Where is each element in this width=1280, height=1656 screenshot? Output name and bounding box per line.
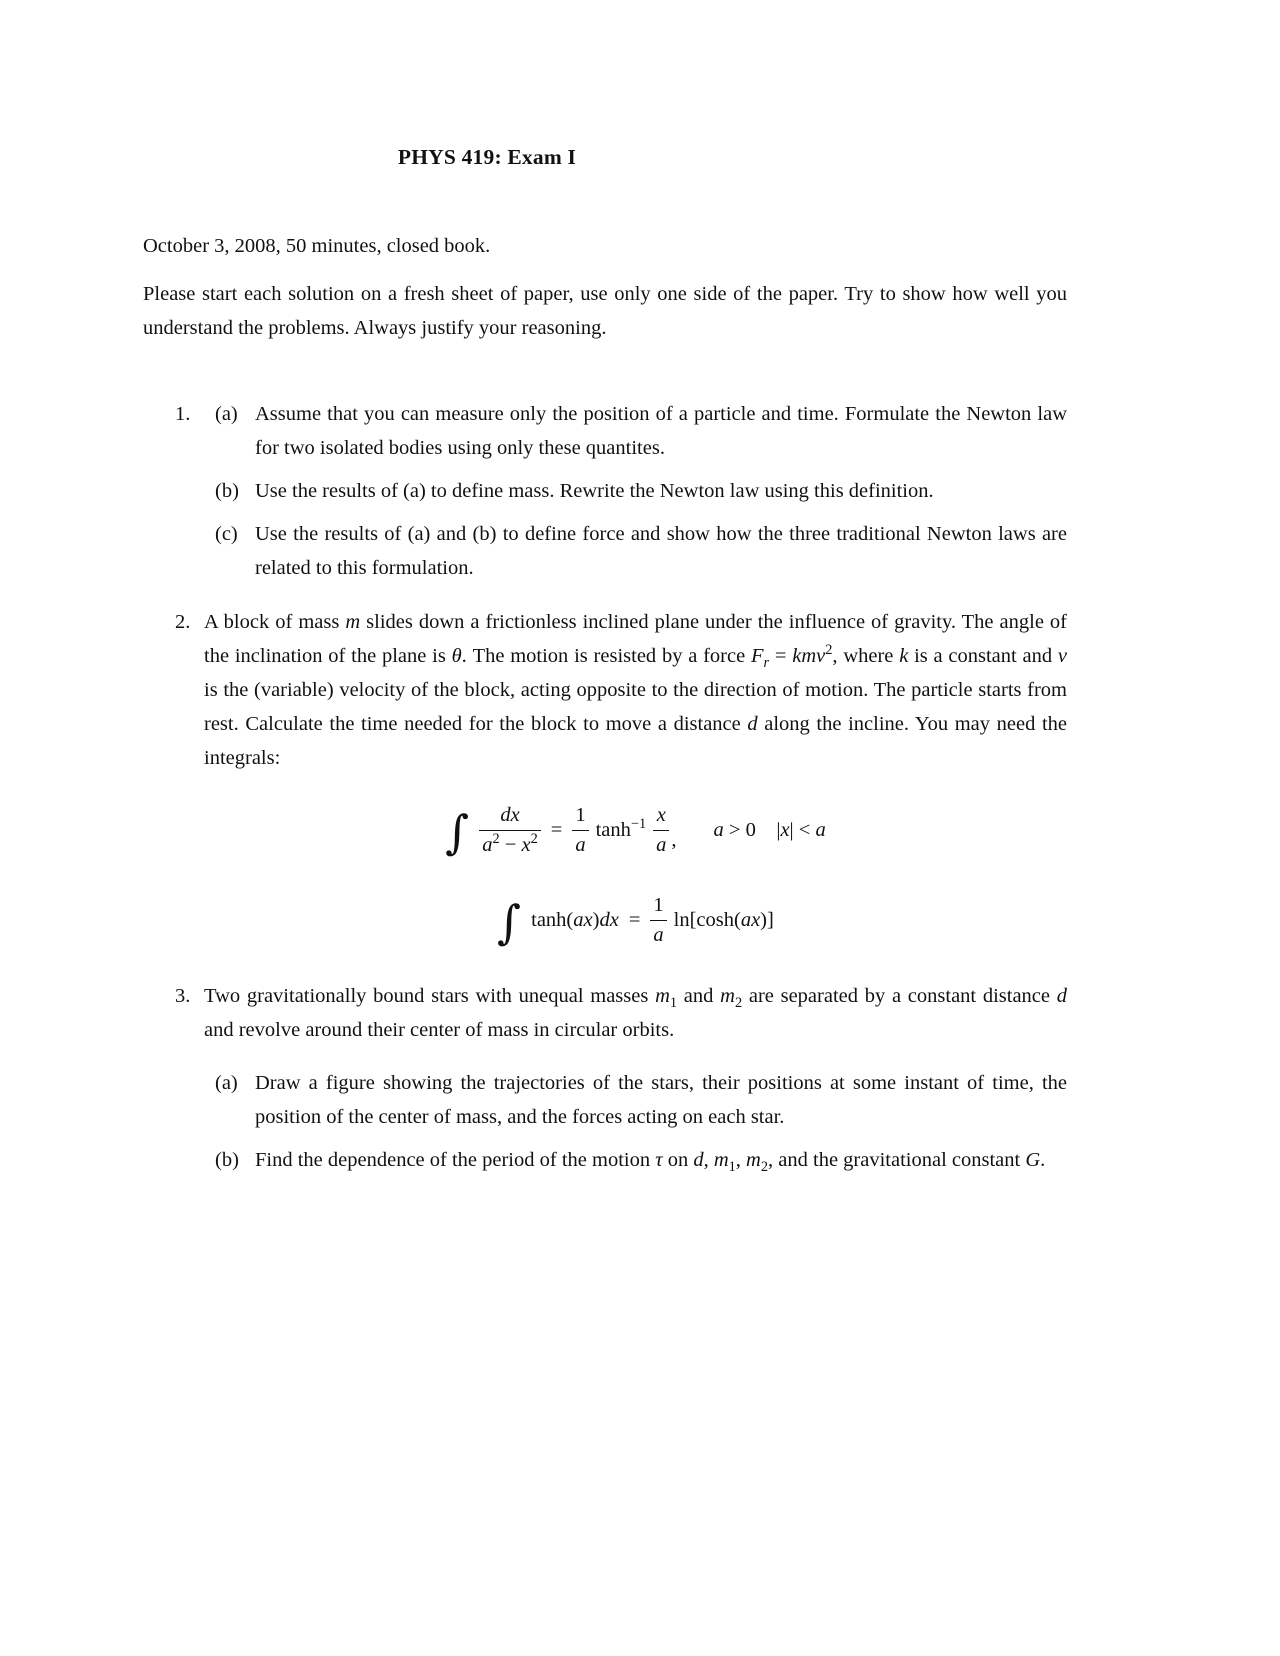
part-text: Find the dependence of the period of the motion τ on d, $m_1$, $m_2$, and the gravitational constant G. — [255, 1149, 1046, 1176]
problem-list — [143, 397, 1067, 1177]
validity-condition: a > 0 |x| < a — [713, 818, 826, 841]
comma: , — [671, 828, 677, 851]
fraction — [572, 803, 588, 857]
equals-sign: = — [550, 818, 563, 841]
fraction-numerator: 1 — [653, 894, 664, 917]
fraction — [650, 893, 666, 947]
page-title: PHYS 419: Exam I — [397, 145, 577, 169]
problem-3-body — [204, 979, 1067, 1177]
integral-formula-2 — [204, 893, 1067, 950]
problem-1-part-c — [204, 517, 1067, 585]
part-text: Use the results of (a) to define mass. Rewrite the Newton law using this definition. — [255, 480, 934, 502]
problem-1-number: 1. — [175, 403, 191, 425]
problem-2-number: 2. — [175, 611, 191, 633]
fraction — [653, 803, 669, 857]
part-label: (b) — [215, 1149, 239, 1172]
part-text: Draw a figure showing the trajectories of the stars, their positions at some instant of time, the position of the center of mass, and the forces acting on each star. — [255, 1072, 1067, 1129]
problem-1 — [143, 397, 1067, 585]
problem-3 — [143, 979, 1067, 1177]
part-label: (c) — [215, 523, 238, 545]
date-line: October 3, 2008, 50 minutes, closed book. — [143, 235, 491, 257]
fraction-denominator: a — [572, 830, 588, 858]
part-label: (b) — [215, 480, 239, 502]
problem-3-text: Two gravitationally bound stars with unequal masses $m_1$ and $m_2$ are separated by a constant distance d and revolve around their center of mass in circular orbits. — [204, 985, 1067, 1042]
problem-1-part-a — [204, 397, 1067, 465]
fraction-denominator: a — [653, 830, 669, 858]
fraction-numerator: 1 — [575, 804, 586, 826]
problem-2-body — [204, 605, 1067, 959]
integral-formula-1 — [204, 803, 1067, 860]
part-label: (a) — [215, 1072, 238, 1095]
equals-sign: = — [628, 908, 641, 931]
fraction — [479, 803, 541, 857]
instructions-paragraph: Please start each solution on a fresh sheet of paper, use only one side of the paper. Try to show how well you understand the problems. Always justify your reasoning. — [143, 283, 1067, 339]
problem-3-part-b — [204, 1143, 1067, 1177]
problem-2 — [143, 605, 1067, 959]
result-expression: ln[cosh(ax)] — [673, 908, 774, 931]
fraction-numerator: x — [656, 804, 666, 826]
problem-3-part-a — [204, 1066, 1067, 1134]
part-text: Assume that you can measure only the position of a particle and time. Formulate the Newton law for two isolated bodies using only these quantites. — [255, 403, 1067, 459]
integral-sign: ∫ — [445, 805, 470, 860]
problem-2-text: A block of mass m slides down a frictionless inclined plane under the influence of gravity. The angle of the inclination of the plane is θ. The motion is resisted by a force $F_r = kmv^2$, where k is a constant and v is the (variable) velocity of the block, acting opposite to the direction of motion. The particle starts from rest. Calculate the time needed for the block to move a distance d along the incline. You may need the integrals: — [204, 611, 1068, 769]
fraction-denominator: a — [650, 920, 666, 948]
inverse-tanh-function: $\tanh^{-1}$ — [595, 815, 647, 841]
fraction-denominator: $a^2 - x^2$ — [479, 830, 541, 858]
integral-sign: ∫ — [497, 895, 522, 950]
part-label: (a) — [215, 403, 238, 425]
problem-3-number: 3. — [175, 985, 191, 1008]
title-block — [25, 140, 949, 175]
integrand: tanh(ax)dx — [531, 908, 619, 931]
fraction-numerator: dx — [500, 804, 520, 826]
problem-1-part-b — [204, 474, 1067, 508]
part-text: Use the results of (a) and (b) to define force and show how the three traditional Newton laws are related to this formulation. — [255, 523, 1067, 579]
problem-1-body — [204, 397, 1067, 585]
